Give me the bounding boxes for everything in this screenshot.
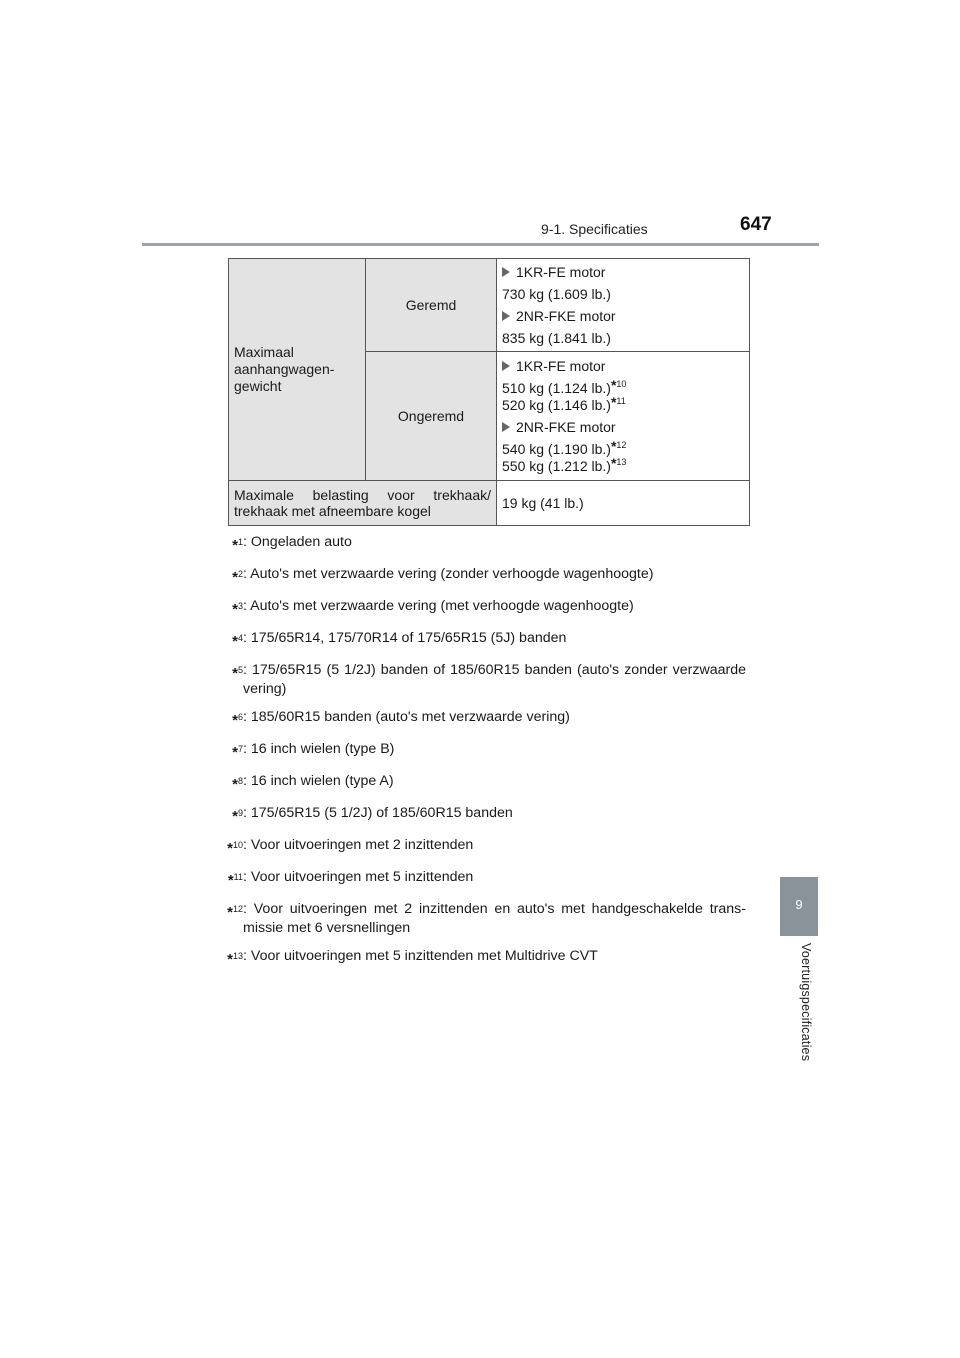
footnote-ref: 11 — [616, 395, 626, 406]
footnote-text: : Auto's met verzwaarde vering (zonder verhoogde wagenhoogte) — [243, 566, 654, 582]
footnote-item — [206, 708, 746, 731]
ongeremd-values: 1KR-FE motor 510 kg (1.124 lb.)$^{*10}$ 520 kg (1.146 lb.)$^{*11}$ 2NR-FKE motor 540 kg (1.190 lb.)$^{*12}$ 550 kg (1.212 lb.)$^{*13}$ — [497, 352, 750, 481]
footnote-number: 2 — [237, 569, 243, 579]
footnote-marker: *$^2$ — [232, 569, 243, 586]
footnote-text: : 16 inch wielen (type B) — [243, 741, 395, 757]
footnote-marker: *$^8$ — [232, 776, 243, 793]
chapter-tab-number: 9 — [795, 897, 803, 912]
footnote-item — [206, 533, 746, 556]
footnote-marker: *$^{13}$ — [227, 951, 243, 968]
bullet-triangle-icon — [502, 422, 510, 432]
footnote-marker: *$^{11}$ — [227, 872, 243, 889]
max-hitch-load-value: 19 kg (41 lb.) — [497, 481, 750, 526]
footnote-text: : Voor uitvoeringen met 5 inzittenden — [243, 869, 474, 885]
footnote-item — [206, 661, 746, 699]
footnote-item — [206, 740, 746, 763]
footnote-text: : 175/65R14, 175/70R14 of 175/65R15 (5J) banden — [243, 630, 567, 646]
footnote-number: 12 — [232, 904, 243, 914]
footnote-marker: *$^{10}$ — [227, 840, 243, 857]
max-hitch-load-label: Maximale belasting voor trekhaak/ trekhaak met afneembare kogel — [229, 481, 497, 526]
footnote-number: 11 — [233, 872, 243, 882]
weight-value: 510 kg (1.124 lb.) — [502, 379, 611, 396]
footnote-text: : Voor uitvoeringen met 2 inzittenden en auto's met handgeschakelde transmissie met 6 versnellingen — [243, 901, 746, 936]
weight-value: 835 kg (1.841 lb.) — [502, 329, 611, 346]
footnote-marker: *$^9$ — [232, 808, 243, 825]
footnote-item — [206, 804, 746, 827]
table-row — [229, 481, 750, 526]
engine-label: 1KR-FE motor — [516, 263, 606, 280]
weight-value: 550 kg (1.212 lb.) — [502, 457, 611, 474]
footnote-number: 1 — [237, 537, 243, 547]
footnote-text: : 16 inch wielen (type A) — [243, 773, 394, 789]
footnote-text: : Voor uitvoeringen met 2 inzittenden — [243, 837, 474, 853]
footnote-ref: 12 — [616, 439, 627, 450]
section-title: 9-1. Specificaties — [541, 221, 648, 237]
footnote-item — [206, 565, 746, 588]
footnote-text: : Ongeladen auto — [243, 534, 352, 550]
footnote-number: 8 — [237, 776, 243, 786]
footnote-marker: *$^1$ — [232, 537, 243, 554]
footnote-number: 13 — [232, 951, 243, 961]
footnote-text: : 175/65R15 (5 1/2J) banden of 185/60R15 banden (auto's zonder verzwaarde vering) — [243, 662, 746, 697]
footnote-number: 4 — [237, 633, 243, 643]
footnote-item — [206, 900, 746, 938]
footnote-item — [206, 947, 746, 970]
geremd-label: Geremd — [366, 259, 497, 352]
engine-label: 2NR-FKE motor — [516, 418, 616, 435]
footnote-item — [206, 597, 746, 620]
bullet-triangle-icon — [502, 267, 510, 277]
footnote-number: 10 — [232, 840, 243, 850]
footnote-number: 5 — [237, 665, 243, 675]
header-divider — [142, 243, 819, 246]
chapter-tab-label: Voertuigspecificaties — [799, 943, 813, 1062]
footnote-text: : 175/65R15 (5 1/2J) of 185/60R15 banden — [243, 805, 513, 821]
footnote-marker: *$^{12}$ — [227, 904, 243, 921]
trailer-weight-table — [228, 258, 750, 526]
footnote-number: 9 — [237, 808, 243, 818]
footnote-number: 7 — [237, 744, 243, 754]
footnote-number: 3 — [237, 601, 243, 611]
footnote-marker: *$^3$ — [232, 601, 243, 618]
engine-label: 2NR-FKE motor — [516, 307, 616, 324]
footnote-ref: 13 — [616, 456, 627, 467]
footnote-number: 6 — [237, 712, 243, 722]
footnote-marker: *$^4$ — [232, 633, 243, 650]
page-number: 647 — [740, 214, 772, 235]
bullet-triangle-icon — [502, 361, 510, 371]
footnote-marker: *$^6$ — [232, 712, 243, 729]
bullet-triangle-icon — [502, 311, 510, 321]
ongeremd-label: Ongeremd — [366, 352, 497, 481]
footnote-item — [206, 836, 746, 859]
footnote-text: : Voor uitvoeringen met 5 inzittenden met Multidrive CVT — [243, 948, 598, 964]
footnote-item — [206, 629, 746, 652]
footnote-text: : 185/60R15 banden (auto's met verzwaarde vering) — [243, 709, 570, 725]
footnote-marker: *$^7$ — [232, 744, 243, 761]
weight-value: 540 kg (1.190 lb.) — [502, 440, 611, 457]
table-row — [229, 259, 750, 352]
engine-label: 1KR-FE motor — [516, 357, 606, 374]
weight-value: 520 kg (1.146 lb.) — [502, 396, 611, 413]
footnote-ref: 10 — [616, 378, 627, 389]
footnotes-list — [206, 533, 746, 979]
footnote-marker: *$^5$ — [232, 665, 243, 682]
max-trailer-weight-label: Maximaal aanhangwagen-gewicht — [229, 259, 366, 481]
footnote-item — [206, 772, 746, 795]
weight-value: 730 kg (1.609 lb.) — [502, 285, 611, 302]
footnote-text: : Auto's met verzwaarde vering (met verhoogde wagenhoogte) — [243, 598, 634, 614]
footnote-item — [206, 868, 746, 891]
geremd-values — [497, 259, 750, 352]
